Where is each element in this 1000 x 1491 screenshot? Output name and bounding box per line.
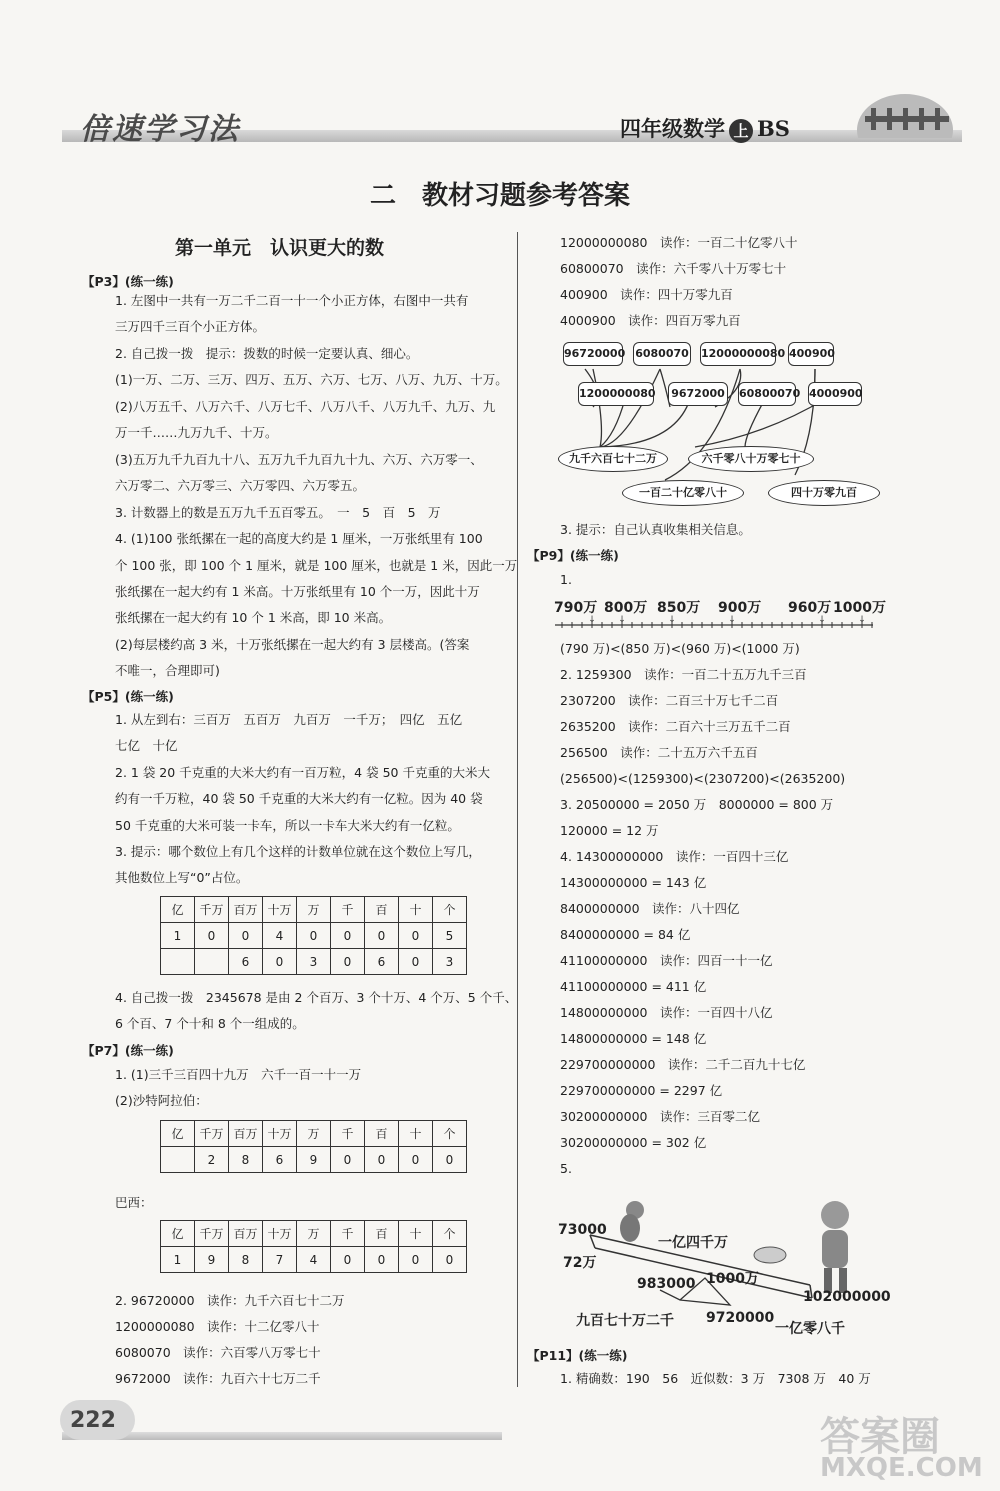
text-line: 120000 = 12 万 [560, 823, 659, 838]
text-line: 1. [560, 572, 572, 587]
table-header-cell: 百万 [229, 897, 263, 923]
text-line: 400900 读作：四十万零九百 [560, 287, 733, 302]
section-p11: 【P11】(练一练) [527, 1348, 628, 1363]
table-header-cell: 万 [297, 897, 331, 923]
text-line: 50 千克重的大米可装一卡车，所以一卡车大米大约有一亿粒。 [115, 818, 460, 833]
table-header-row [161, 1221, 467, 1247]
table-cell: 0 [433, 1247, 467, 1273]
table-cell: 9 [297, 1147, 331, 1173]
table-header-cell: 百 [365, 897, 399, 923]
table-cell: 3 [297, 949, 331, 975]
text-line: 2. 96720000 读作：九千六百七十二万 [115, 1293, 345, 1308]
table-cell: 0 [331, 923, 365, 949]
table-cell [161, 1147, 195, 1173]
place-value-table-2 [160, 1120, 467, 1173]
match-box: 96720000 [563, 342, 623, 366]
fence-icon [855, 90, 955, 138]
match-box: 6080070 [633, 342, 691, 366]
table-cell: 0 [365, 1247, 399, 1273]
seesaw-label: 73000 [558, 1222, 607, 1238]
text-line: 3. 提示：自己认真收集相关信息。 [560, 522, 751, 537]
numline-label: 900万 [718, 600, 762, 616]
table-cell: 4 [297, 1247, 331, 1273]
text-line: 七亿 十亿 [115, 738, 178, 753]
text-line: 12000000080 读作：一百二十亿零八十 [560, 235, 798, 250]
table-cell: 0 [331, 1247, 365, 1273]
match-box: 400900 [788, 342, 834, 366]
text-line: 41100000000 读作：四百一十一亿 [560, 953, 773, 968]
table-row [161, 1147, 467, 1173]
place-value-table-1 [160, 896, 467, 975]
table-header-cell: 千万 [195, 1121, 229, 1147]
table-header-cell: 十万 [263, 1221, 297, 1247]
table-header-cell: 百 [365, 1221, 399, 1247]
text-line: 1200000080 读作：十二亿零八十 [115, 1319, 320, 1334]
table-cell: 6 [229, 949, 263, 975]
table-header-cell: 万 [297, 1221, 331, 1247]
text-line: 4. (1)100 张纸摞在一起的高度大约是 1 厘米，一万张纸里有 100 [115, 531, 483, 546]
text-line: 1. 从左到右：三百万 五百万 九百万 一千万； 四亿 五亿 [115, 712, 463, 727]
seesaw-label: 72万 [563, 1255, 597, 1271]
table-header-cell: 千 [331, 1121, 365, 1147]
table-row [161, 949, 467, 975]
table-header-row [161, 1121, 467, 1147]
text-line: 3. 计数器上的数是五万九千五百零五。 一 5 百 5 万 [115, 505, 441, 520]
table-header-cell: 千万 [195, 897, 229, 923]
text-line: 2635200 读作：二百六十三万五千二百 [560, 719, 791, 734]
text-line: 三万四千三百个小正方体。 [115, 319, 266, 334]
number-line [555, 615, 875, 635]
table-header-cell: 十万 [263, 897, 297, 923]
table-cell: 1 [161, 923, 195, 949]
section-p9: 【P9】(练一练) [527, 548, 619, 563]
text-line: (2)每层楼约高 3 米，十万张纸摞在一起大约有 3 层楼高。(答案 [115, 637, 470, 652]
text-line: 1. 左图中一共有一万二千二百一十一个小正方体，右图中一共有 [115, 293, 469, 308]
table-header-cell: 千万 [195, 1221, 229, 1247]
text-line: 229700000000 读作：二千二百九十七亿 [560, 1057, 806, 1072]
brand-logo: 倍速学习法 [80, 112, 240, 147]
text-line: 256500 读作：二十五万六千五百 [560, 745, 758, 760]
section-p3: 【P3】(练一练) [82, 274, 174, 289]
text-line: 4. 自己拨一拨 2345678 是由 2 个百万、3 个十万、4 个万、5 个千、 [115, 990, 518, 1005]
svg-text:↓: ↓ [668, 615, 676, 625]
seesaw-label: 9720000 [706, 1310, 775, 1326]
text-line: (790 万)<(850 万)<(960 万)<(1000 万) [560, 641, 800, 656]
text-line: (3)五万九千九百九十八、五万九千九百九十九、六万、六万零一、 [115, 452, 483, 467]
table-header-row [161, 897, 467, 923]
table-cell: 0 [399, 1247, 433, 1273]
match-ellipse: 一百二十亿零八十 [622, 480, 744, 506]
svg-text:↓: ↓ [818, 615, 826, 625]
text-line: 8400000000 读作：八十四亿 [560, 901, 740, 916]
text-line: (1)一万、二万、三万、四万、五万、六万、七万、八万、九万、十万。 [115, 372, 508, 387]
place-value-table-3 [160, 1220, 467, 1273]
text-line: (2)沙特阿拉伯： [115, 1093, 208, 1108]
table-cell [195, 949, 229, 975]
seesaw-label: 九百七十万二千 [576, 1313, 674, 1329]
table-cell: 1 [161, 1247, 195, 1273]
table-cell: 0 [433, 1147, 467, 1173]
section-p7: 【P7】(练一练) [82, 1043, 174, 1058]
table-cell: 0 [263, 949, 297, 975]
text-line: 2. 1 袋 20 千克重的大米大约有一百万粒，4 袋 50 千克重的大米大 [115, 765, 490, 780]
text-line: 约有一千万粒，40 袋 50 千克重的大米大约有一亿粒。因为 40 袋 [115, 791, 483, 806]
table-cell: 0 [365, 1147, 399, 1173]
table-cell: 0 [331, 949, 365, 975]
table-header-cell: 千 [331, 897, 365, 923]
table-header-cell: 亿 [161, 1121, 195, 1147]
table-header-cell: 百 [365, 1121, 399, 1147]
match-ellipse: 六千零八十万零七十 [688, 446, 814, 472]
table-header-cell: 十 [399, 1121, 433, 1147]
match-box: 4000900 [808, 382, 862, 406]
text-line: 5. [560, 1161, 572, 1176]
table-cell: 0 [399, 1147, 433, 1173]
text-line: 不唯一，合理即可) [115, 663, 220, 678]
table-cell: 3 [433, 949, 467, 975]
text-line: 14300000000 = 143 亿 [560, 875, 707, 890]
match-ellipse: 九千六百七十二万 [558, 446, 668, 472]
table-header-cell: 亿 [161, 897, 195, 923]
text-line: 3. 提示：哪个数位上有几个这样的计数单位就在这个数位上写几， [115, 844, 481, 859]
text-line: 6080070 读作：六百零八万零七十 [115, 1345, 321, 1360]
text-line: 张纸摞在一起大约有 1 米高。十万张纸里有 10 个一万，因此十万 [115, 584, 480, 599]
numline-label: 960万 [788, 600, 832, 616]
table-cell: 4 [263, 923, 297, 949]
match-box: 12000000080 [700, 342, 776, 366]
svg-text:↓: ↓ [728, 615, 736, 625]
table-header-cell: 十 [399, 1221, 433, 1247]
text-line: (2)八万五千、八万六千、八万七千、八万八千、八万九千、九万、九 [115, 399, 496, 414]
text-line: 6 个百、7 个十和 8 个一组成的。 [115, 1016, 305, 1031]
table-header-cell: 亿 [161, 1221, 195, 1247]
table-row [161, 1247, 467, 1273]
table-header-cell: 百万 [229, 1121, 263, 1147]
table-cell: 0 [195, 923, 229, 949]
numline-label: 850万 [657, 600, 701, 616]
page-number: 222 [70, 1408, 116, 1433]
text-line: 2. 自己拨一拨 提示：拨数的时候一定要认真、细心。 [115, 346, 419, 361]
numline-label: 790万 [554, 600, 598, 616]
unit-title: 第一单元 认识更大的数 [175, 237, 385, 259]
table-cell: 0 [229, 923, 263, 949]
numline-label: 1000万 [833, 600, 886, 616]
text-line: 张纸摞在一起大约有 10 个 1 米高，即 10 米高。 [115, 610, 392, 625]
text-line: 9672000 读作：九百六十七万二千 [115, 1371, 321, 1386]
table-header-cell: 个 [433, 1221, 467, 1247]
svg-text:↓: ↓ [858, 615, 866, 625]
match-box: 60800070 [738, 382, 796, 406]
text-line: 其他数位上写“0”占位。 [115, 870, 249, 885]
subject-label: 四年级数学 上 BS [620, 116, 790, 141]
seesaw-label: 一亿零八千 [775, 1321, 845, 1337]
numline-label: 800万 [604, 600, 648, 616]
table-header-cell: 个 [433, 1121, 467, 1147]
text-line: 2307200 读作：二百三十万七千二百 [560, 693, 779, 708]
table-cell: 0 [331, 1147, 365, 1173]
table-cell: 5 [433, 923, 467, 949]
text-line: 2. 1259300 读作：一百二十五万九千三百 [560, 667, 807, 682]
text-line: 3. 20500000 = 2050 万 8000000 = 800 万 [560, 797, 834, 812]
watermark-url: MXQE.COM [820, 1453, 983, 1483]
match-box: 9672000 [668, 382, 728, 406]
text-line: 个 100 张，即 100 个 1 厘米，就是 100 厘米，也就是 1 米，因此一万 [115, 558, 518, 573]
table-header-cell: 个 [433, 897, 467, 923]
table-header-cell: 万 [297, 1121, 331, 1147]
table-row [161, 923, 467, 949]
table-cell: 0 [297, 923, 331, 949]
seesaw-label: 102000000 [803, 1289, 891, 1305]
table-header-cell: 十万 [263, 1121, 297, 1147]
table-cell: 8 [229, 1247, 263, 1273]
section-p5: 【P5】(练一练) [82, 689, 174, 704]
text-line: 4000900 读作：四百万零九百 [560, 313, 741, 328]
watermark: 答案圈 [820, 1414, 940, 1460]
svg-text:↓: ↓ [618, 615, 626, 625]
volume-badge: 上 [729, 119, 753, 143]
text-line: 30200000000 = 302 亿 [560, 1135, 707, 1150]
table-cell: 0 [365, 923, 399, 949]
text-line: 六万零二、六万零三、六万零四、六万零五。 [115, 478, 366, 493]
text-line: 4. 14300000000 读作：一百四十三亿 [560, 849, 789, 864]
table-cell: 2 [195, 1147, 229, 1173]
text-line: 14800000000 读作：一百四十八亿 [560, 1005, 773, 1020]
text-line: 巴西： [115, 1195, 153, 1210]
seesaw-label: 一亿四千万 [658, 1235, 728, 1251]
column-divider [517, 232, 518, 1387]
match-box: 1200000080 [578, 382, 654, 406]
table-cell: 7 [263, 1247, 297, 1273]
text-line: 万一千……九万九千、十万。 [115, 425, 278, 440]
text-line: 41100000000 = 411 亿 [560, 979, 707, 994]
table-cell: 9 [195, 1247, 229, 1273]
text-line: 8400000000 = 84 亿 [560, 927, 691, 942]
table-cell: 0 [399, 923, 433, 949]
table-cell: 0 [399, 949, 433, 975]
text-line: 1. (1)三千三百四十九万 六千一百一十一万 [115, 1067, 362, 1082]
table-cell [161, 949, 195, 975]
table-header-cell: 千 [331, 1221, 365, 1247]
text-line: 1. 精确数：190 56 近似数：3 万 7308 万 40 万 [560, 1371, 871, 1386]
table-cell: 6 [263, 1147, 297, 1173]
seesaw-label: 983000 [637, 1276, 696, 1292]
svg-text:↓: ↓ [588, 615, 596, 625]
table-cell: 6 [365, 949, 399, 975]
text-line: 14800000000 = 148 亿 [560, 1031, 707, 1046]
table-cell: 8 [229, 1147, 263, 1173]
table-header-cell: 百万 [229, 1221, 263, 1247]
table-header-cell: 十 [399, 897, 433, 923]
page-title: 二 教材习题参考答案 [369, 181, 630, 211]
match-ellipse: 四十万零九百 [768, 480, 880, 506]
seesaw-label: 1000万 [706, 1271, 759, 1287]
text-line: 60800070 读作：六千零八十万零七十 [560, 261, 787, 276]
text-line: (256500)<(1259300)<(2307200)<(2635200) [560, 771, 846, 786]
text-line: 30200000000 读作：三百零二亿 [560, 1109, 760, 1124]
text-line: 229700000000 = 2297 亿 [560, 1083, 723, 1098]
